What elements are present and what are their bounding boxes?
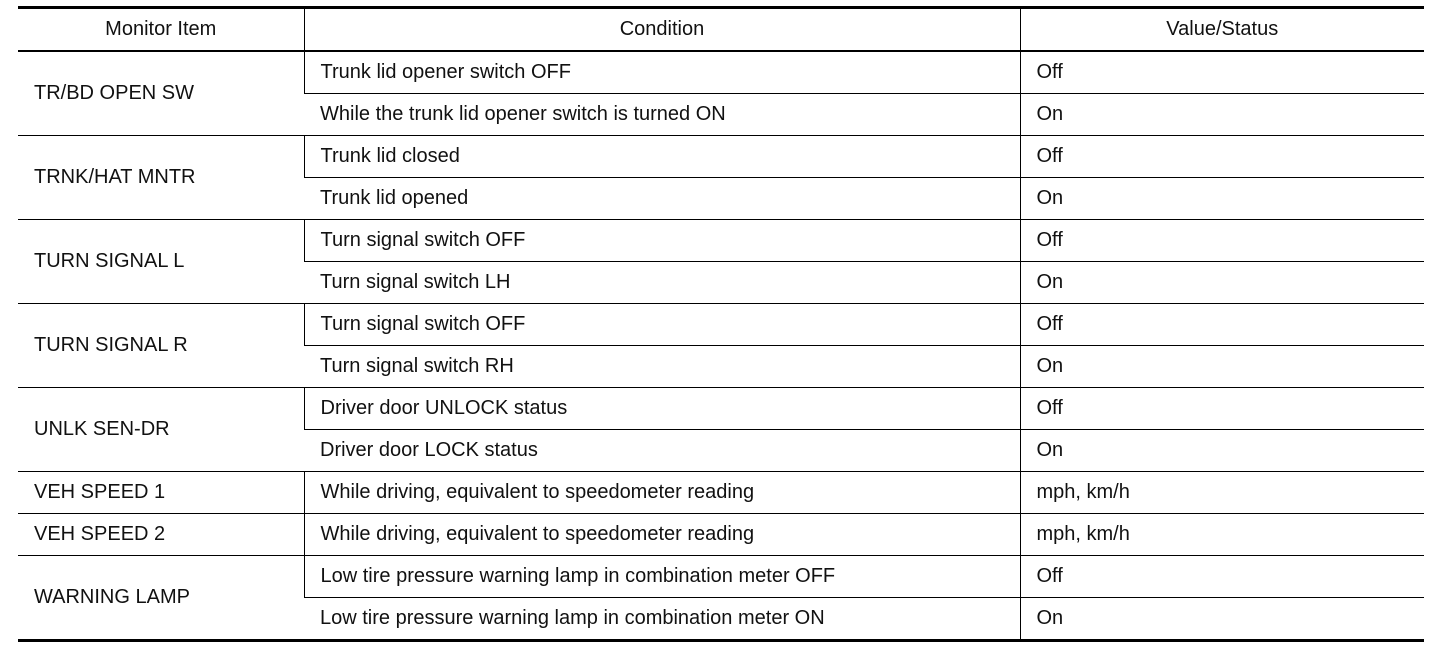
condition-cell: While driving, equivalent to speedometer reading (304, 514, 1020, 556)
table-row (18, 388, 1424, 430)
value-status-cell: Off (1020, 220, 1424, 262)
value-status-cell: Off (1020, 388, 1424, 430)
value-status-cell: On (1020, 178, 1424, 220)
condition-cell: Low tire pressure warning lamp in combination meter ON (320, 607, 825, 629)
value-status-cell: On (1020, 346, 1424, 388)
header-monitor-item: Monitor Item (18, 8, 304, 52)
monitor-table (18, 6, 1424, 642)
table-row (18, 472, 1424, 514)
condition-cell: Turn signal switch RH (304, 346, 1020, 388)
condition-cell: Turn signal switch LH (304, 262, 1020, 304)
value-status-cell: Off (1020, 136, 1424, 178)
value-status-cell: On (1020, 598, 1424, 641)
value-status-cell: Off (1020, 304, 1424, 346)
monitor-table-container (18, 6, 1424, 642)
table-row (18, 304, 1424, 346)
header-condition: Condition (304, 8, 1020, 52)
monitor-item-cell: TURN SIGNAL L (18, 220, 304, 304)
value-status-cell: On (1020, 430, 1424, 472)
table-row (18, 51, 1424, 94)
value-status-cell: On (1020, 94, 1424, 136)
header-value-status: Value/Status (1020, 8, 1424, 52)
table-row (18, 220, 1424, 262)
monitor-item-cell: TR/BD OPEN SW (18, 51, 304, 136)
condition-cell: While driving, equivalent to speedometer reading (304, 472, 1020, 514)
value-status-cell: Off (1020, 556, 1424, 598)
table-row (18, 136, 1424, 178)
monitor-item-cell: VEH SPEED 2 (18, 514, 304, 556)
condition-cell: Trunk lid closed (304, 136, 1020, 178)
condition-cell: Driver door UNLOCK status (304, 388, 1020, 430)
condition-cell: Trunk lid opened (304, 178, 1020, 220)
value-status-cell: mph, km/h (1020, 472, 1424, 514)
value-status-cell: Off (1020, 51, 1424, 94)
monitor-item-cell: TRNK/HAT MNTR (18, 136, 304, 220)
value-status-cell: mph, km/h (1020, 514, 1424, 556)
condition-cell: Turn signal switch OFF (304, 304, 1020, 346)
monitor-item-cell: TURN SIGNAL R (18, 304, 304, 388)
monitor-item-cell: WARNING LAMP (18, 556, 304, 641)
condition-cell: Trunk lid opener switch OFF (304, 51, 1020, 94)
monitor-item-cell: UNLK SEN-DR (18, 388, 304, 472)
table-row (18, 514, 1424, 556)
condition-cell: Low tire pressure warning lamp in combination meter OFF (304, 556, 1020, 598)
table-header-row (18, 8, 1424, 52)
condition-cell: While the trunk lid opener switch is turned ON (304, 94, 1020, 136)
condition-cell: Turn signal switch OFF (304, 220, 1020, 262)
table-row (18, 556, 1424, 598)
condition-cell: Driver door LOCK status (304, 430, 1020, 472)
value-status-cell: On (1020, 262, 1424, 304)
monitor-item-cell: VEH SPEED 1 (18, 472, 304, 514)
table-body (18, 51, 1424, 641)
